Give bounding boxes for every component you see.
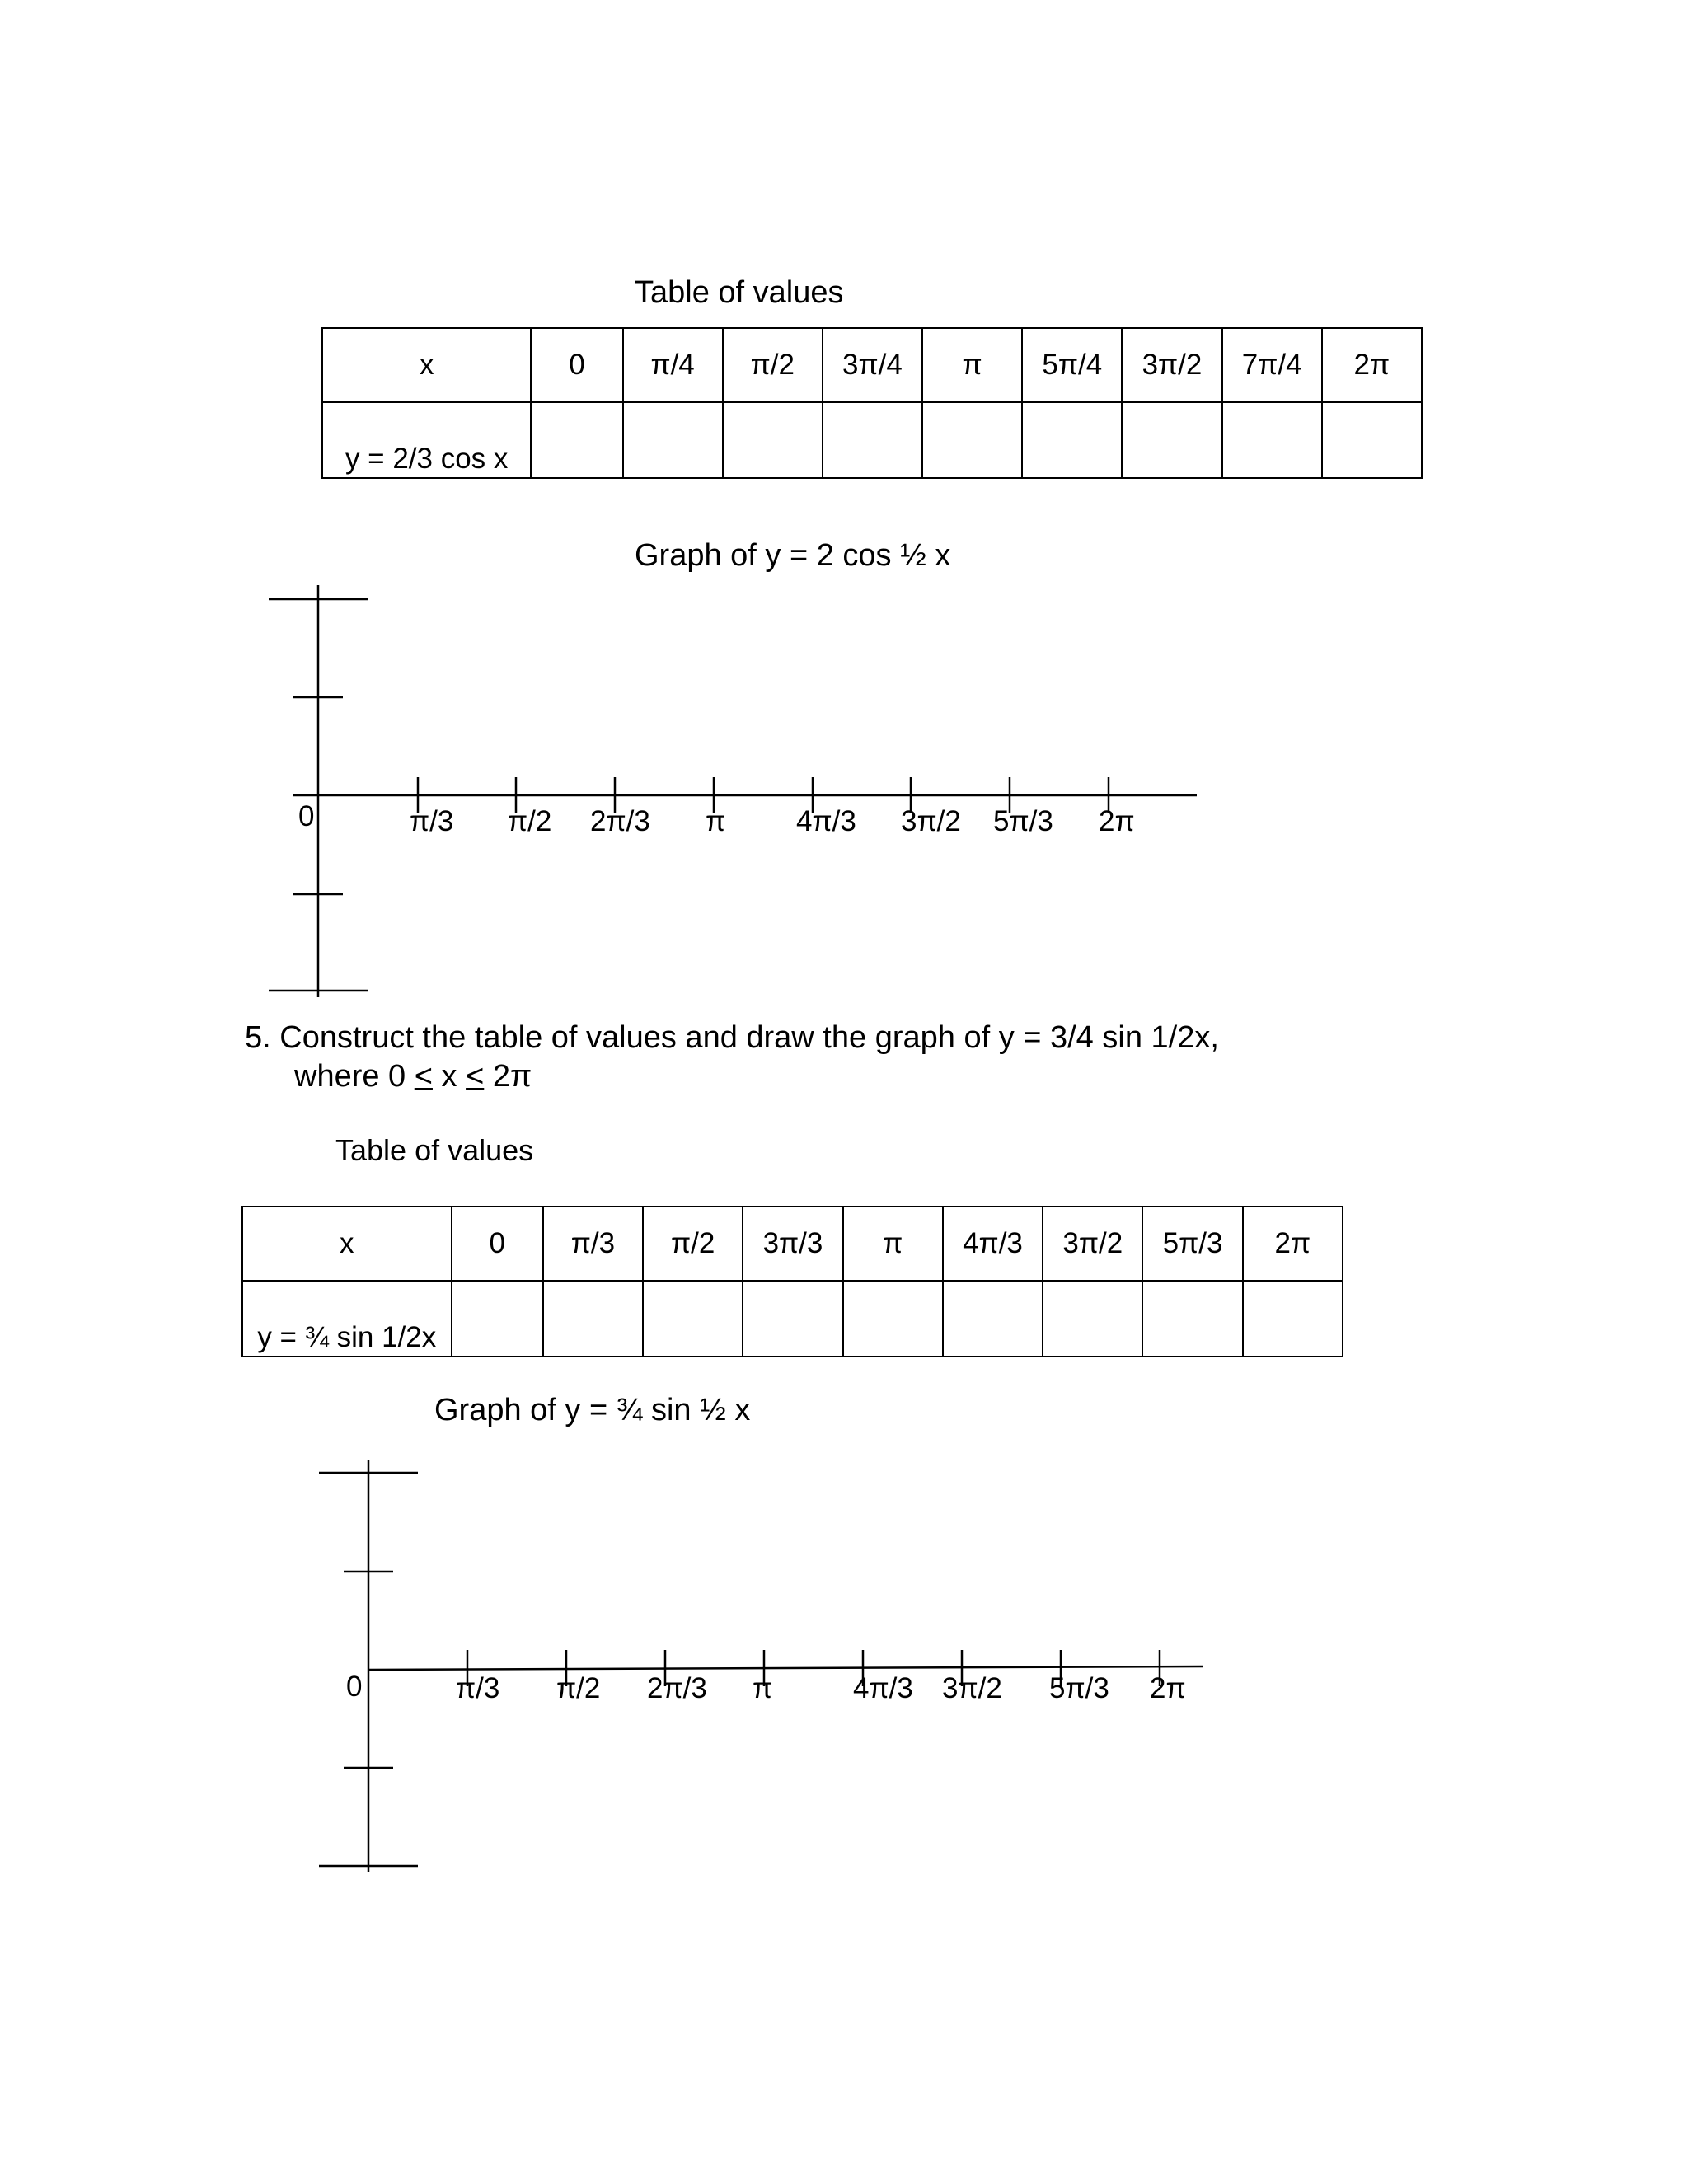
- x-tick-label: π/3: [456, 1672, 500, 1704]
- x-tick-label: 2π/3: [590, 805, 650, 837]
- x-value-cell: π/4: [623, 328, 723, 402]
- domain-suffix: 2π: [484, 1059, 532, 1094]
- problem-number: 5.: [245, 1020, 271, 1055]
- le-symbol: <: [466, 1059, 485, 1094]
- x-value-cell: 2π: [1322, 328, 1422, 402]
- x-value-cell: 3π/3: [743, 1207, 842, 1281]
- x-value-cell: π/2: [723, 328, 823, 402]
- origin-label-2: 0: [346, 1671, 363, 1703]
- x-tick-label: 2π: [1150, 1672, 1186, 1704]
- table-title-2: Table of values: [335, 1133, 534, 1167]
- x-tick-label: π/3: [410, 805, 454, 837]
- x-tick-label: π/2: [508, 805, 552, 837]
- x-tick-label: π: [706, 805, 726, 837]
- x-label-cell: x: [242, 1207, 452, 1281]
- x-tick-label: 3π/2: [901, 805, 961, 837]
- x-tick-label: π/2: [556, 1672, 601, 1704]
- x-value-cell: 7π/4: [1222, 328, 1322, 402]
- x-tick-label: π: [753, 1672, 773, 1704]
- x-tick-label: 2π/3: [647, 1672, 707, 1704]
- x-value-cell: 2π: [1243, 1207, 1343, 1281]
- domain-prefix: where 0: [294, 1059, 415, 1094]
- x-label-cell: x: [322, 328, 531, 402]
- origin-label-1: 0: [298, 800, 315, 832]
- graph-title-1: Graph of y = 2 cos ½ x: [635, 538, 951, 573]
- x-value-cell: π/2: [643, 1207, 743, 1281]
- x-tick-label: 2π: [1099, 805, 1135, 837]
- x-value-cell: 5π/4: [1022, 328, 1122, 402]
- x-tick-label: 4π/3: [796, 805, 856, 837]
- x-tick-label: 5π/3: [993, 805, 1053, 837]
- x-value-cell: π: [922, 328, 1022, 402]
- x-value-cell: 0: [531, 328, 622, 402]
- x-value-cell: 4π/3: [943, 1207, 1043, 1281]
- x-value-cell: 3π/2: [1043, 1207, 1142, 1281]
- y-label-cell: y = 2/3 cos x: [322, 402, 531, 478]
- x-value-cell: 3π/4: [823, 328, 922, 402]
- x-value-cell: π/3: [543, 1207, 643, 1281]
- domain-mid: x: [432, 1059, 467, 1094]
- le-symbol: <: [414, 1059, 433, 1094]
- x-value-cell: 3π/2: [1122, 328, 1221, 402]
- problem-statement: Construct the table of values and draw the graph of y = 3/4 sin 1/2x,: [279, 1020, 1219, 1055]
- x-tick-label: 3π/2: [942, 1672, 1002, 1704]
- x-value-cell: 0: [452, 1207, 543, 1281]
- graph-title-2: Graph of y = ¾ sin ½ x: [434, 1393, 751, 1427]
- x-value-cell: 5π/3: [1142, 1207, 1242, 1281]
- x-value-cell: π: [843, 1207, 943, 1281]
- table-title-1: Table of values: [635, 275, 844, 310]
- x-axis-2: [368, 1666, 1203, 1670]
- x-tick-label: 4π/3: [853, 1672, 913, 1704]
- y-label-cell: y = ¾ sin 1/2x: [242, 1281, 452, 1357]
- x-tick-label: 5π/3: [1049, 1672, 1109, 1704]
